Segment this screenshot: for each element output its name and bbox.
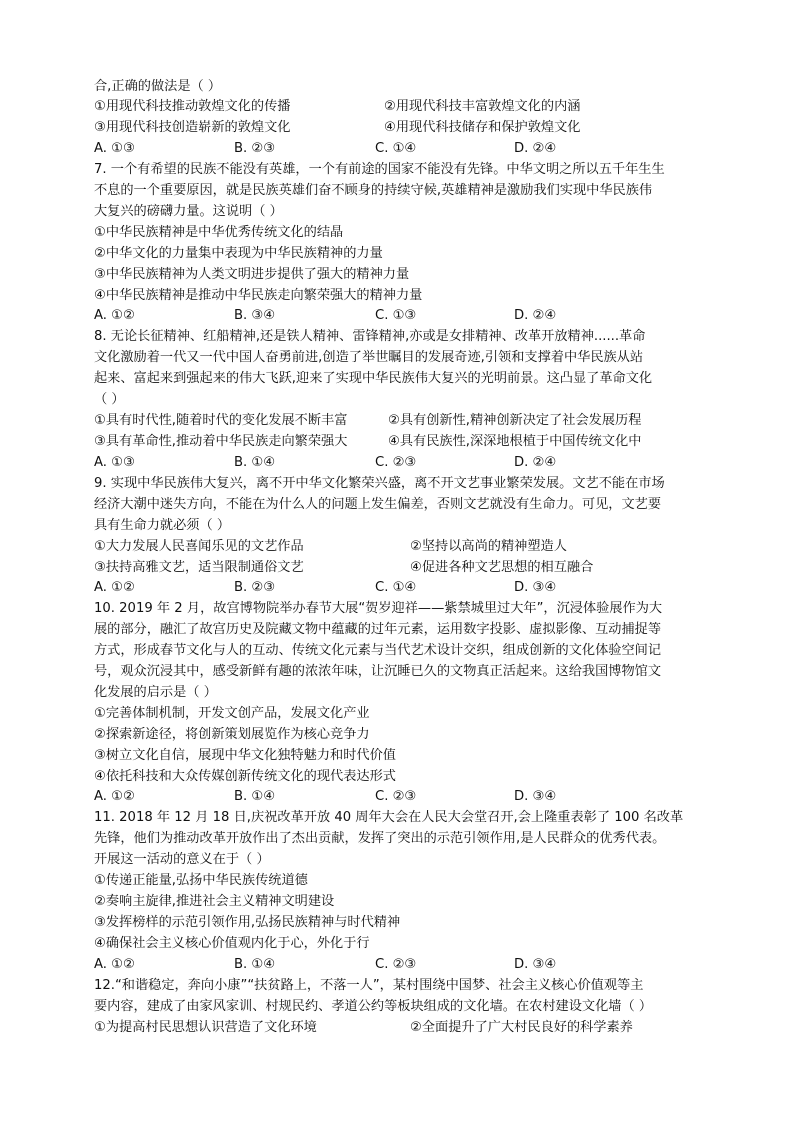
q9-stem-line-3: 具有生命力就必须（ ） (94, 518, 231, 533)
q8-answer-a: A. ①③ (94, 455, 135, 470)
q8-options-row-1 (94, 411, 706, 431)
q7-answer-b: B. ③④ (234, 308, 276, 323)
q9-option-2: ②坚持以高尚的精神塑造人 (410, 539, 567, 554)
q10-option-4: ④依托科技和大众传媒创新传统文化的现代表达形式 (94, 769, 396, 784)
q8-answer-c: C. ②③ (375, 455, 417, 470)
q6-answer-a: A. ①③ (94, 141, 135, 156)
q11-stem-line-3: 开展这一活动的意义在于（ ） (94, 852, 270, 867)
q8-option-1: ①具有时代性,随着时代的变化发展不断丰富 (94, 413, 348, 428)
q7-option-4: ④中华民族精神是推动中华民族走向繁荣强大的精神力量 (94, 288, 423, 303)
q11-answer-d: D. ③④ (514, 957, 557, 972)
q11-option-2: ②奏响主旋律,推进社会主义精神文明建设 (94, 894, 335, 909)
q11-answer-a: A. ①② (94, 957, 135, 972)
q11-option-1: ①传递正能量,弘扬中华民族传统道德 (94, 873, 308, 888)
q10-stem-line-4: 号，观众沉浸其中，感受新鲜有趣的浓浓年味，让沉睡已久的文物真正活起来。这给我国博物馆文 (94, 664, 662, 679)
q7-stem-line-1: 7. 一个有希望的民族不能没有英雄，一个有前途的国家不能没有先锋。中华文明之所以五千年生生 (94, 162, 665, 177)
q9-option-1: ①大力发展人民喜闻乐见的文艺作品 (94, 539, 304, 554)
q9-answer-d: D. ③④ (514, 580, 557, 595)
q8-option-3: ③具有革命性,推动着中华民族走向繁荣强大 (94, 434, 348, 449)
q6-stem-tail: 合,正确的做法是（ ） (94, 79, 222, 94)
q11-stem-line-1: 11. 2018 年 12 月 18 日,庆祝改革开放 40 周年大会在人民大会堂召开,会上隆重表彰了 100 名改革 (94, 810, 684, 825)
q6-option-3: ③用现代科技创造崭新的敦煌文化 (94, 120, 291, 135)
q11-answer-c: C. ②③ (375, 957, 417, 972)
q10-option-1: ①完善体制机制，开发文创产品，发展文化产业 (94, 706, 370, 721)
q8-answers (94, 453, 706, 473)
q10-option-3: ③树立文化自信，展现中华文化独特魅力和时代价值 (94, 748, 396, 763)
q7-stem-line-2: 不息的一个重要原因，就是民族英雄们奋不顾身的持续守候,英雄精神是激励我们实现中华民族伟 (94, 183, 653, 198)
q8-option-4: ④具有民族性,深深地根植于中国传统文化中 (388, 434, 642, 449)
q9-option-4: ④促进各种文艺思想的相互融合 (410, 560, 594, 575)
q9-stem-line-1: 9. 实现中华民族伟大复兴，离不开中华文化繁荣兴盛，离不开文艺事业繁荣发展。文艺不能在市场 (94, 476, 665, 491)
q10-stem-line-2: 展的部分，融汇了故宫历史及院藏文物中蕴藏的过年元素，运用数字投影、虚拟影像、互动捕捉等 (94, 622, 662, 637)
q9-options-row-1 (94, 537, 706, 557)
q11-stem-line-2: 先锋，他们为推动改革开放作出了杰出贡献，发挥了突出的示范引领作用,是人民群众的优秀代表。 (94, 831, 666, 846)
q6-option-1: ①用现代科技推动敦煌文化的传播 (94, 99, 291, 114)
q8-stem-line-1: 8. 无论长征精神、红船精神,还是铁人精神、雷锋精神,亦或是女排精神、改革开放精神......革命 (94, 329, 646, 344)
q9-answer-b: B. ②③ (234, 580, 276, 595)
q7-option-2: ②中华文化的力量集中表现为中华民族精神的力量 (94, 246, 383, 261)
q7-answer-c: C. ①③ (375, 308, 417, 323)
q7-option-1: ①中华民族精神是中华优秀传统文化的结晶 (94, 225, 344, 240)
q9-options-row-2 (94, 558, 706, 578)
q10-answer-b: B. ①④ (234, 789, 276, 804)
q6-answer-b: B. ②③ (234, 141, 276, 156)
q9-answer-a: A. ①② (94, 580, 135, 595)
q6-answer-d: D. ②④ (514, 141, 557, 156)
q6-option-4: ④用现代科技储存和保护敦煌文化 (384, 120, 581, 135)
q10-answer-c: C. ②③ (375, 789, 417, 804)
q7-answer-a: A. ①② (94, 308, 135, 323)
q7-option-3: ③中华民族精神为人类文明进步提供了强大的精神力量 (94, 267, 410, 282)
q10-answer-a: A. ①② (94, 789, 135, 804)
q8-answer-d: D. ②④ (514, 455, 557, 470)
q10-stem-line-5: 化发展的启示是（ ） (94, 685, 217, 700)
q9-answers (94, 578, 706, 598)
q7-answer-d: D. ②④ (514, 308, 557, 323)
q11-answer-b: B. ①④ (234, 957, 276, 972)
q12-option-2: ②全面提升了广大村民良好的科学素养 (410, 1020, 633, 1035)
q7-answers (94, 306, 706, 326)
q10-answer-d: D. ③④ (514, 789, 557, 804)
q6-answer-c: C. ①④ (375, 141, 417, 156)
q12-stem-line-1: 12.“和谐稳定，奔向小康”“扶贫路上，不落一人”，某村围绕中国梦、社会主义核心价值观等主 (94, 978, 644, 993)
q12-stem-line-2: 要内容，建成了由家风家训、村规民约、孝道公约等板块组成的文化墙。在农村建设文化墙（ ） (94, 999, 653, 1014)
q7-stem-line-3: 大复兴的磅礴力量。这说明（ ） (94, 204, 283, 219)
q10-answers (94, 787, 706, 807)
q9-answer-c: C. ①④ (375, 580, 417, 595)
q8-stem-line-4: （ ） (94, 392, 125, 407)
q6-options-row-1 (94, 97, 706, 117)
q8-options-row-2 (94, 432, 706, 452)
q12-option-1: ①为提高村民思想认识营造了文化环境 (94, 1020, 317, 1035)
q8-option-2: ②具有创新性,精神创新决定了社会发展历程 (388, 413, 642, 428)
q10-stem-line-1: 10. 2019 年 2 月，故宫博物院举办春节大展“贺岁迎祥——紫禁城里过大年”，沉浸体验展作为大 (94, 601, 663, 616)
q6-option-2: ②用现代科技丰富敦煌文化的内涵 (384, 99, 581, 114)
q6-options-row-2 (94, 118, 706, 138)
q10-stem-line-3: 方式，形成春节文化与人的互动、传统文化元素与当代艺术设计交织，组成创新的文化体验空间记 (94, 643, 662, 658)
q8-stem-line-2: 文化激励着一代又一代中国人奋勇前进,创造了举世瞩目的发展奇迹,引领和支撑着中华民族从站 (94, 350, 644, 365)
q11-answers (94, 955, 706, 975)
q9-stem-line-2: 经济大潮中迷失方向，不能在为什么人的问题上发生偏差，否则文艺就没有生命力。可见，文艺要 (94, 497, 662, 512)
q6-answers (94, 139, 706, 159)
q11-option-3: ③发挥榜样的示范引领作用,弘扬民族精神与时代精神 (94, 915, 401, 930)
q11-option-4: ④确保社会主义核心价值观内化于心，外化于行 (94, 936, 370, 951)
q9-option-3: ③扶持高雅文艺，适当限制通俗文艺 (94, 560, 304, 575)
q8-answer-b: B. ①④ (234, 455, 276, 470)
q8-stem-line-3: 起来、富起来到强起来的伟大飞跃,迎来了实现中华民族伟大复兴的光明前景。这凸显了革命文化 (94, 371, 653, 386)
q12-options-row-1 (94, 1018, 706, 1038)
q10-option-2: ②探索新途径，将创新策划展览作为核心竞争力 (94, 727, 370, 742)
